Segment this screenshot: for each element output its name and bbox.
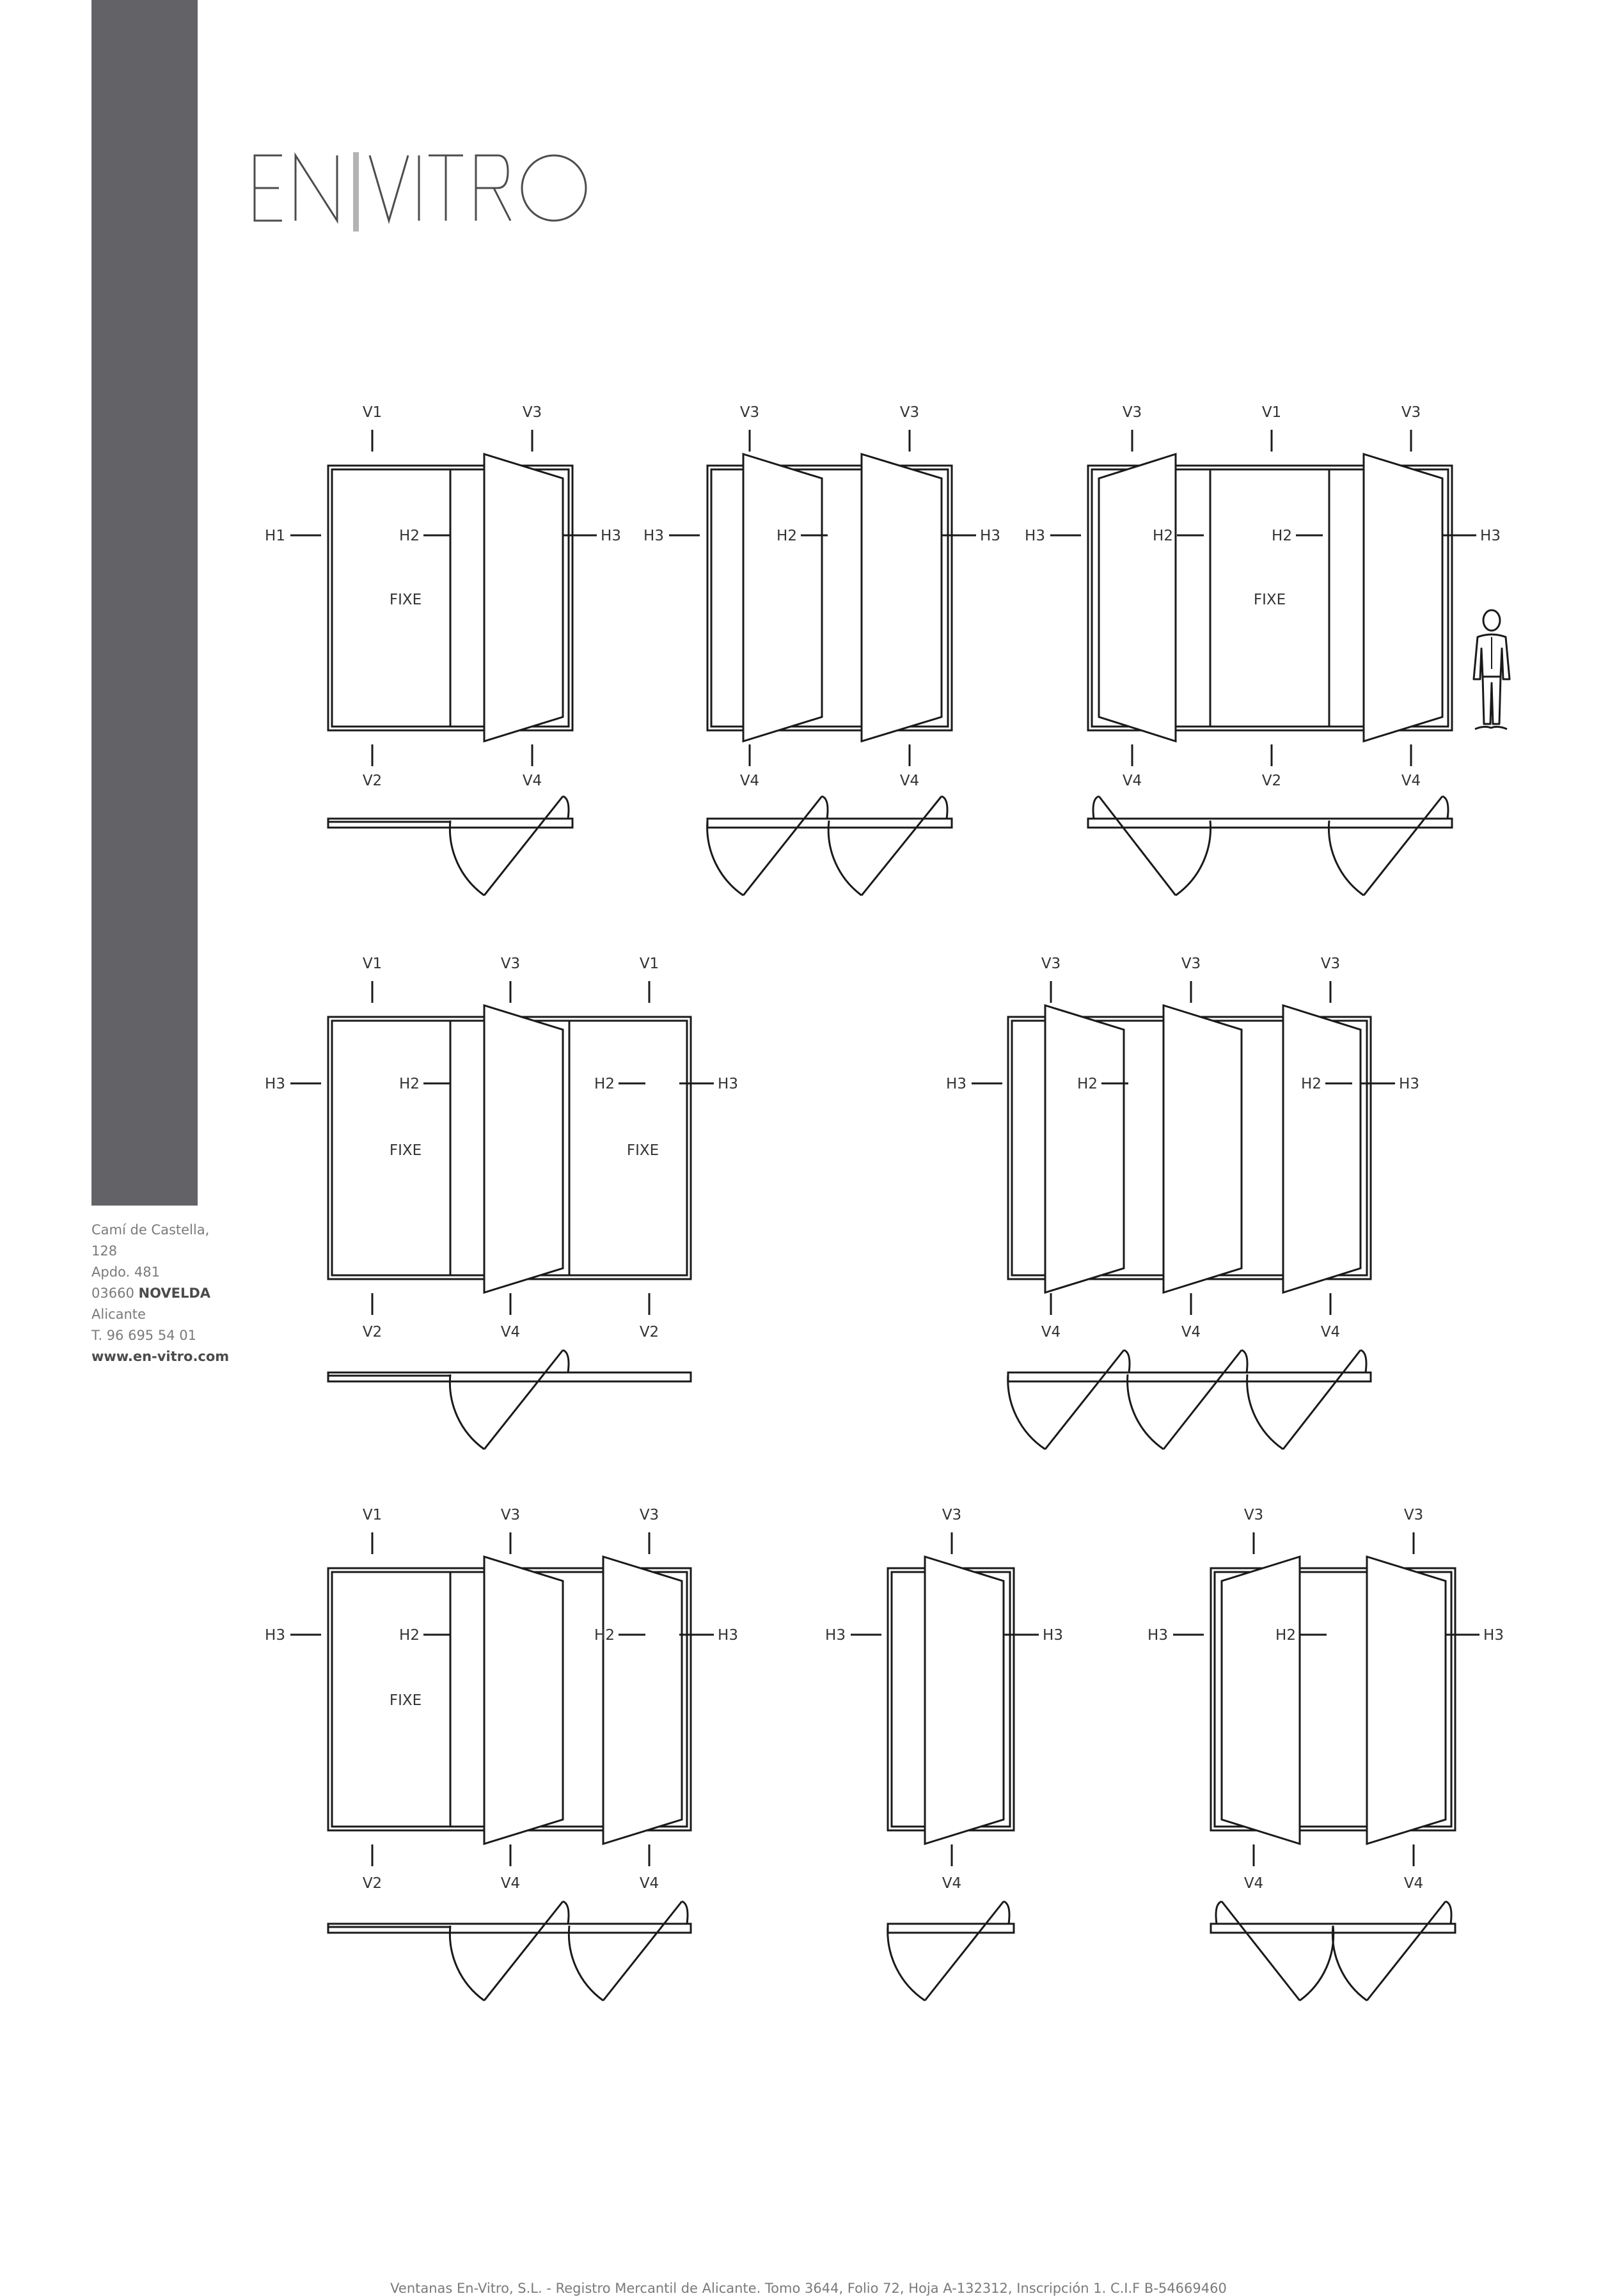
top-profile-label: V3 bbox=[1122, 404, 1142, 421]
door-swing-arc bbox=[1300, 1926, 1334, 2001]
window-diagram bbox=[1148, 1507, 1504, 2001]
plan-sill bbox=[888, 1924, 1014, 1933]
bottom-profile-label: V4 bbox=[1403, 1875, 1424, 1892]
door-leaf bbox=[603, 1557, 682, 1844]
door-swing-arc bbox=[1329, 821, 1364, 895]
footer-registry-text: Ventanas En-Vitro, S.L. - Registro Mercantil de Alicante. Tomo 3644, Folio 72, Hoja A-132312, Inscripción 1. C.I.F B-54669460 bbox=[390, 2281, 1227, 2296]
inner-profile-label: H2 bbox=[399, 1076, 420, 1092]
door-leaf-hinge bbox=[682, 1901, 688, 1924]
address-po-box: Apdo. 481 bbox=[91, 1264, 160, 1280]
door-swing-arc bbox=[828, 821, 862, 895]
bottom-profile-label: V4 bbox=[739, 773, 760, 789]
door-leaf bbox=[1099, 454, 1176, 741]
address-province: Alicante bbox=[91, 1307, 146, 1322]
door-leaf bbox=[743, 454, 822, 741]
door-swing-arc bbox=[888, 1926, 925, 2001]
window-diagram bbox=[946, 955, 1419, 1449]
door-swing-arc bbox=[450, 821, 484, 895]
address-street: Camí de Castella, bbox=[91, 1222, 210, 1238]
bottom-profile-label: V2 bbox=[362, 773, 383, 789]
bottom-profile-label: V4 bbox=[500, 1875, 521, 1892]
top-profile-label: V3 bbox=[1403, 1507, 1424, 1523]
bottom-profile-label: V4 bbox=[1243, 1875, 1264, 1892]
door-leaf-hinge bbox=[1242, 1350, 1247, 1372]
top-profile-label: V3 bbox=[522, 404, 542, 421]
door-leaf-plan bbox=[862, 796, 942, 895]
fixed-pane-label: FIXE bbox=[389, 1692, 422, 1709]
door-leaf-hinge bbox=[1004, 1901, 1009, 1924]
door-leaf bbox=[1045, 1005, 1124, 1293]
door-leaf-plan bbox=[603, 1901, 682, 2001]
door-leaf-plan bbox=[1099, 796, 1176, 895]
bottom-profile-label: V4 bbox=[942, 1875, 962, 1892]
right-profile-label: H3 bbox=[718, 1627, 738, 1644]
door-leaf-hinge bbox=[1446, 1901, 1451, 1924]
door-leaf-plan bbox=[743, 796, 822, 895]
left-profile-label: H3 bbox=[1148, 1627, 1168, 1644]
door-leaf-plan bbox=[484, 796, 563, 895]
right-profile-label: H3 bbox=[1399, 1076, 1419, 1092]
door-leaf bbox=[925, 1557, 1004, 1844]
door-leaf-plan bbox=[1367, 1901, 1446, 2001]
address-phone: T. 96 695 54 01 bbox=[91, 1328, 196, 1343]
door-leaf-plan bbox=[1163, 1350, 1242, 1449]
inner-profile-label: H2 bbox=[1275, 1627, 1296, 1644]
door-leaf-plan bbox=[1364, 796, 1442, 895]
left-profile-label: H3 bbox=[825, 1627, 846, 1644]
door-leaf-plan bbox=[484, 1901, 563, 2001]
fixed-pane-label: FIXE bbox=[1253, 592, 1286, 608]
door-leaf-hinge bbox=[563, 796, 569, 819]
window-diagram bbox=[1025, 404, 1501, 895]
person-figure-icon bbox=[1474, 610, 1510, 729]
door-leaf bbox=[1283, 1005, 1361, 1293]
right-profile-label: H3 bbox=[980, 528, 1000, 544]
bottom-profile-label: V4 bbox=[522, 773, 542, 789]
right-profile-label: H3 bbox=[1480, 528, 1501, 544]
window-diagram bbox=[825, 1507, 1063, 2001]
door-leaf-hinge bbox=[563, 1350, 569, 1372]
window-diagram bbox=[643, 404, 1000, 895]
top-profile-label: V3 bbox=[899, 404, 920, 421]
door-leaf bbox=[1364, 454, 1442, 741]
door-leaf-hinge bbox=[942, 796, 947, 819]
bottom-profile-label: V4 bbox=[639, 1875, 659, 1892]
address-number: 128 bbox=[91, 1243, 118, 1259]
bottom-profile-label: V2 bbox=[1261, 773, 1282, 789]
door-swing-arc bbox=[1247, 1374, 1283, 1449]
plan-sill bbox=[328, 1372, 691, 1381]
inner-profile-label: H2 bbox=[777, 528, 797, 544]
door-swing-arc bbox=[1128, 1374, 1163, 1449]
top-profile-label: V1 bbox=[362, 1507, 383, 1523]
inner-profile-label: H2 bbox=[1153, 528, 1173, 544]
inner-profile-label: H2 bbox=[399, 1627, 420, 1644]
door-swing-arc bbox=[1176, 821, 1211, 895]
door-swing-arc bbox=[450, 1374, 484, 1449]
bottom-profile-label: V2 bbox=[362, 1875, 383, 1892]
door-leaf-hinge bbox=[1361, 1350, 1366, 1372]
door-leaf bbox=[484, 1005, 563, 1293]
bottom-profile-label: V2 bbox=[362, 1324, 383, 1341]
inner-profile-label: H2 bbox=[594, 1076, 615, 1092]
top-profile-label: V3 bbox=[1181, 955, 1201, 972]
fixed-pane-label: FIXE bbox=[626, 1142, 659, 1159]
bottom-profile-label: V4 bbox=[1041, 1324, 1061, 1341]
fixed-pane-label: FIXE bbox=[389, 592, 422, 608]
top-profile-label: V1 bbox=[1261, 404, 1282, 421]
door-leaf-plan bbox=[1283, 1350, 1361, 1449]
window-diagram bbox=[265, 955, 738, 1449]
bottom-profile-label: V4 bbox=[1122, 773, 1142, 789]
door-leaf-hinge bbox=[1442, 796, 1448, 819]
top-profile-label: V3 bbox=[942, 1507, 962, 1523]
bottom-profile-label: V2 bbox=[639, 1324, 659, 1341]
window-diagram bbox=[265, 404, 621, 895]
left-profile-label: H3 bbox=[946, 1076, 966, 1092]
door-leaf-plan bbox=[484, 1350, 563, 1449]
door-swing-arc bbox=[1008, 1374, 1045, 1449]
person-legs bbox=[1483, 677, 1501, 724]
door-leaf bbox=[484, 1557, 563, 1844]
top-profile-label: V1 bbox=[639, 955, 659, 972]
door-swing-arc bbox=[707, 821, 743, 895]
person-head bbox=[1483, 610, 1500, 631]
top-profile-label: V3 bbox=[1401, 404, 1421, 421]
plan-sill bbox=[1008, 1372, 1371, 1381]
door-leaf-hinge bbox=[1124, 1350, 1130, 1372]
right-profile-label: H3 bbox=[601, 528, 621, 544]
left-profile-label: H1 bbox=[265, 528, 285, 544]
top-profile-label: V3 bbox=[500, 1507, 521, 1523]
top-profile-label: V3 bbox=[500, 955, 521, 972]
top-profile-label: V3 bbox=[739, 404, 760, 421]
bottom-profile-label: V4 bbox=[1401, 773, 1421, 789]
window-diagram bbox=[265, 1507, 738, 2001]
door-leaf bbox=[862, 454, 942, 741]
right-profile-label: H3 bbox=[718, 1076, 738, 1092]
top-profile-label: V3 bbox=[1320, 955, 1341, 972]
door-swing-arc bbox=[450, 1926, 484, 2001]
right-profile-label: H3 bbox=[1483, 1627, 1504, 1644]
door-leaf-hinge bbox=[563, 1901, 569, 1924]
bottom-profile-label: V4 bbox=[1320, 1324, 1341, 1341]
website-link[interactable]: www.en-vitro.com bbox=[91, 1349, 230, 1364]
top-profile-label: V3 bbox=[1041, 955, 1061, 972]
door-leaf bbox=[1367, 1557, 1446, 1844]
inner-profile-label: H2 bbox=[1077, 1076, 1098, 1092]
left-profile-label: H3 bbox=[643, 528, 664, 544]
top-profile-label: V3 bbox=[1243, 1507, 1264, 1523]
bottom-profile-label: V4 bbox=[500, 1324, 521, 1341]
inner-profile-label: H2 bbox=[1301, 1076, 1321, 1092]
plan-sill bbox=[1088, 819, 1452, 828]
top-profile-label: V1 bbox=[362, 404, 383, 421]
bottom-profile-label: V4 bbox=[899, 773, 920, 789]
inner-profile-label: H2 bbox=[1272, 528, 1292, 544]
door-leaf-hinge bbox=[822, 796, 828, 819]
inner-profile-label: H2 bbox=[399, 528, 420, 544]
left-profile-label: H3 bbox=[265, 1076, 285, 1092]
address-town: NOVELDA bbox=[138, 1286, 211, 1301]
door-leaf bbox=[484, 454, 563, 741]
door-swing-arc bbox=[1332, 1926, 1367, 2001]
fixed-pane-label: FIXE bbox=[389, 1142, 422, 1159]
plan-sill bbox=[328, 1924, 691, 1933]
left-profile-label: H3 bbox=[265, 1627, 285, 1644]
top-profile-label: V1 bbox=[362, 955, 383, 972]
door-swing-arc bbox=[569, 1926, 603, 2001]
door-leaf bbox=[1222, 1557, 1300, 1844]
top-profile-label: V3 bbox=[639, 1507, 659, 1523]
person-feet bbox=[1475, 727, 1507, 729]
door-leaf-hinge bbox=[1093, 796, 1099, 819]
door-leaf-plan bbox=[925, 1901, 1004, 2001]
inner-profile-label: H2 bbox=[594, 1627, 615, 1644]
door-leaf bbox=[1163, 1005, 1242, 1293]
address-postcode: 03660 bbox=[91, 1286, 134, 1301]
door-leaf-plan bbox=[1045, 1350, 1124, 1449]
right-profile-label: H3 bbox=[1043, 1627, 1063, 1644]
left-profile-label: H3 bbox=[1025, 528, 1045, 544]
door-leaf-plan bbox=[1222, 1901, 1300, 2001]
door-leaf-hinge bbox=[1216, 1901, 1222, 1924]
bottom-profile-label: V4 bbox=[1181, 1324, 1201, 1341]
